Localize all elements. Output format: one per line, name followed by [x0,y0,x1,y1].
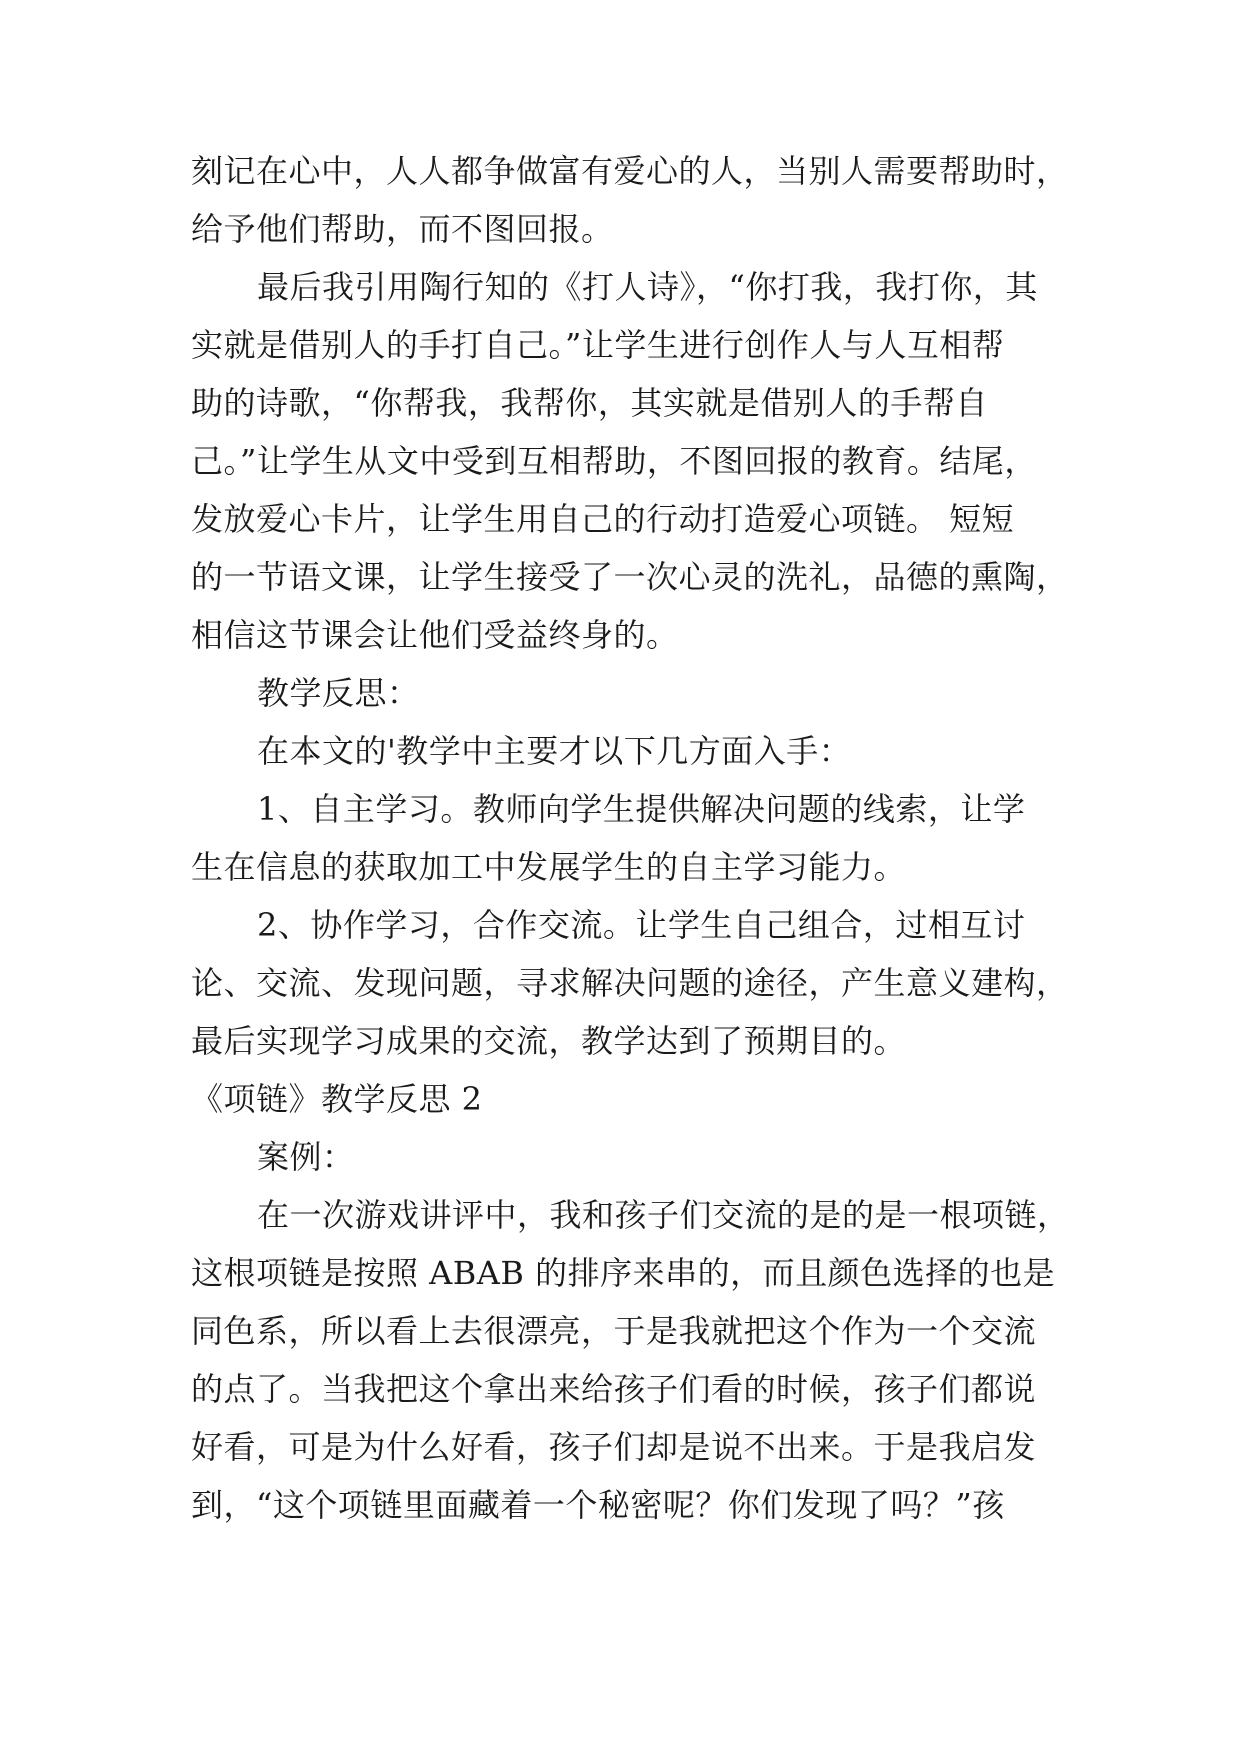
text-line: 好看，可是为什么好看，孩子们却是说不出来。于是我启发 [191,1428,1037,1466]
text-line: 刻记在心中，人人都争做富有爱心的人，当别人需要帮助时， [191,152,1069,190]
text-line: 最后我引用陶行知的《打人诗》，“你打我，我打你，其 [257,268,1038,306]
text-line: 己。”让学生从文中受到互相帮助，不图回报的教育。结尾， [191,442,1037,480]
section-heading: 《项链》教学反思 2 [191,1080,483,1118]
text-line: 最后实现学习成果的交流，教学达到了预期目的。 [191,1022,907,1060]
list-item: 2、协作学习，合作交流。让学生自己组合，过相互讨 [257,906,1026,944]
text-line: 给予他们帮助，而不图回报。 [191,210,614,248]
text-line: 发放爱心卡片，让学生用自己的行动打造爱心项链。 短短 [191,500,1015,538]
text-line: 相信这节课会让他们受益终身的。 [191,616,679,654]
text-line: 助的诗歌，“你帮我，我帮你，其实就是借别人的手帮自 [191,384,988,422]
section-label: 案例： [257,1138,355,1176]
text-line: 的点了。当我把这个拿出来给孩子们看的时候，孩子们都说 [191,1370,1037,1408]
text-line: 到，“这个项链里面藏着一个秘密呢？你们发现了吗？”孩 [191,1486,1005,1524]
text-line: 实就是借别人的手打自己。”让学生进行创作人与人互相帮 [191,326,1005,364]
list-item: 1、自主学习。教师向学生提供解决问题的线索，让学 [257,790,1026,828]
text-line: 生在信息的获取加工中发展学生的自主学习能力。 [191,848,907,886]
text-line: 同色系，所以看上去很漂亮，于是我就把这个作为一个交流 [191,1312,1037,1350]
text-line: 论、交流、发现问题，寻求解决问题的途径，产生意义建构， [191,964,1069,1002]
text-line: 这根项链是按照 ABAB 的排序来串的，而且颜色选择的也是 [191,1254,1056,1292]
text-line: 在本文的'教学中主要才以下几方面入手： [257,732,852,770]
text-line: 的一节语文课，让学生接受了一次心灵的洗礼，品德的熏陶， [191,558,1069,596]
section-label: 教学反思： [257,674,420,712]
text-line: 在一次游戏讲评中，我和孩子们交流的是的是一根项链， [257,1196,1070,1234]
